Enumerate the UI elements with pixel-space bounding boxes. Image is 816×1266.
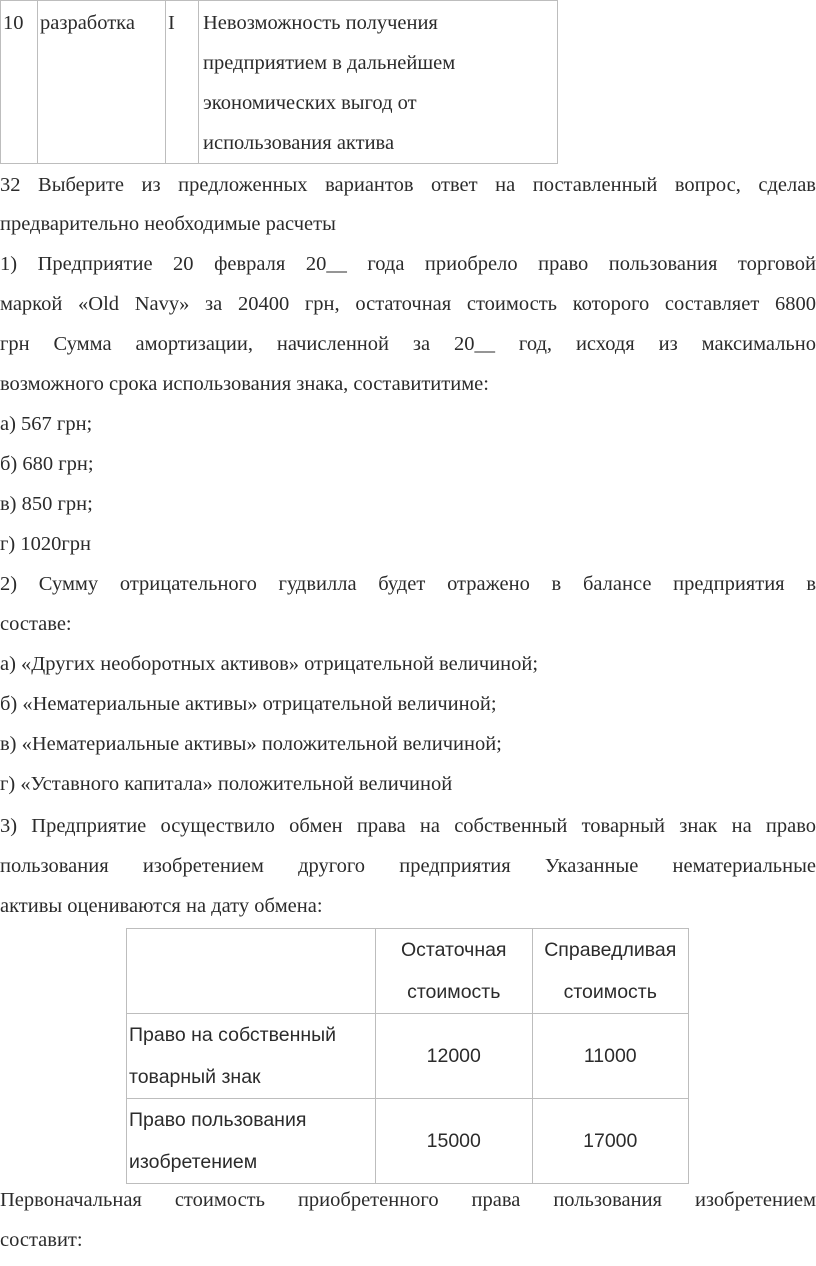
q3-text-line: пользования изобретением другого предприятия Указанные нематериальные — [0, 855, 816, 877]
q2-option: а) «Других необоротных активов» отрицательной величиной; — [0, 653, 539, 675]
table-header-row — [127, 929, 689, 1014]
roman-numeral-cell: I — [166, 1, 199, 164]
q3-text-line: активы оцениваются на дату обмена: — [0, 895, 323, 917]
q1-text-line: маркой «Old Navy» за 20400 грн, остаточная стоимость которого составляет 6800 — [0, 293, 816, 315]
question-title-line: предварительно необходимые расчеты — [0, 213, 336, 235]
question-title-line: 32 Выберите из предложенных вариантов ответ на поставленный вопрос, сделав — [0, 174, 816, 196]
valuation-table — [126, 928, 689, 1184]
header-fair-value: Справедливая стоимость — [532, 929, 689, 1014]
q1-text-line: грн Сумма амортизации, начисленной за 20__ год, исходя из максимально — [0, 333, 816, 355]
q2-text-line: 2) Сумму отрицательного гудвилла будет отражено в балансе предприятия в — [0, 573, 816, 595]
description-line: экономических выгод от — [203, 92, 417, 114]
q1-option: г) 1020грн — [0, 533, 91, 555]
q1-option: в) 850 грн; — [0, 493, 93, 515]
header-residual-value: Остаточная стоимость — [376, 929, 533, 1014]
description-line: использования актива — [203, 132, 395, 154]
residual-value-cell: 15000 — [376, 1099, 533, 1184]
q2-option: в) «Нематериальные активы» положительной величиной; — [0, 733, 502, 755]
row-label: Право пользования изобретением — [127, 1099, 376, 1184]
description-cell — [199, 1, 558, 164]
stage-cell: разработка — [38, 1, 166, 164]
fair-value-cell: 11000 — [532, 1014, 689, 1099]
row-label: Право на собственный товарный знак — [127, 1014, 376, 1099]
fair-value-cell: 17000 — [532, 1099, 689, 1184]
table-row — [1, 1, 558, 164]
q1-text-line: 1) Предприятие 20 февраля 20__ года приобрело право пользования торговой — [0, 253, 816, 275]
description-line: предприятием в дальнейшем — [203, 52, 456, 74]
residual-value-cell: 12000 — [376, 1014, 533, 1099]
q3-text-line: 3) Предприятие осуществило обмен права на собственный товарный знак на право — [0, 815, 816, 837]
q1-text-line: возможного срока использования знака, составититиме: — [0, 373, 489, 395]
q1-option: а) 567 грн; — [0, 413, 93, 435]
header-empty-cell — [127, 929, 376, 1014]
q2-option: б) «Нематериальные активы» отрицательной величиной; — [0, 693, 497, 715]
table-row — [127, 1014, 689, 1099]
q1-option: б) 680 грн; — [0, 453, 94, 475]
table-row — [127, 1099, 689, 1184]
q3-after-line: составит: — [0, 1229, 83, 1251]
classification-table — [0, 0, 558, 164]
q2-option: г) «Уставного капитала» положительной величиной — [0, 773, 453, 795]
description-line: Невозможность получения — [203, 12, 438, 34]
row-number: 10 — [1, 1, 38, 164]
q3-after-line: Первоначальная стоимость приобретенного права пользования изобретением — [0, 1189, 816, 1211]
q2-text-line: составе: — [0, 613, 72, 635]
